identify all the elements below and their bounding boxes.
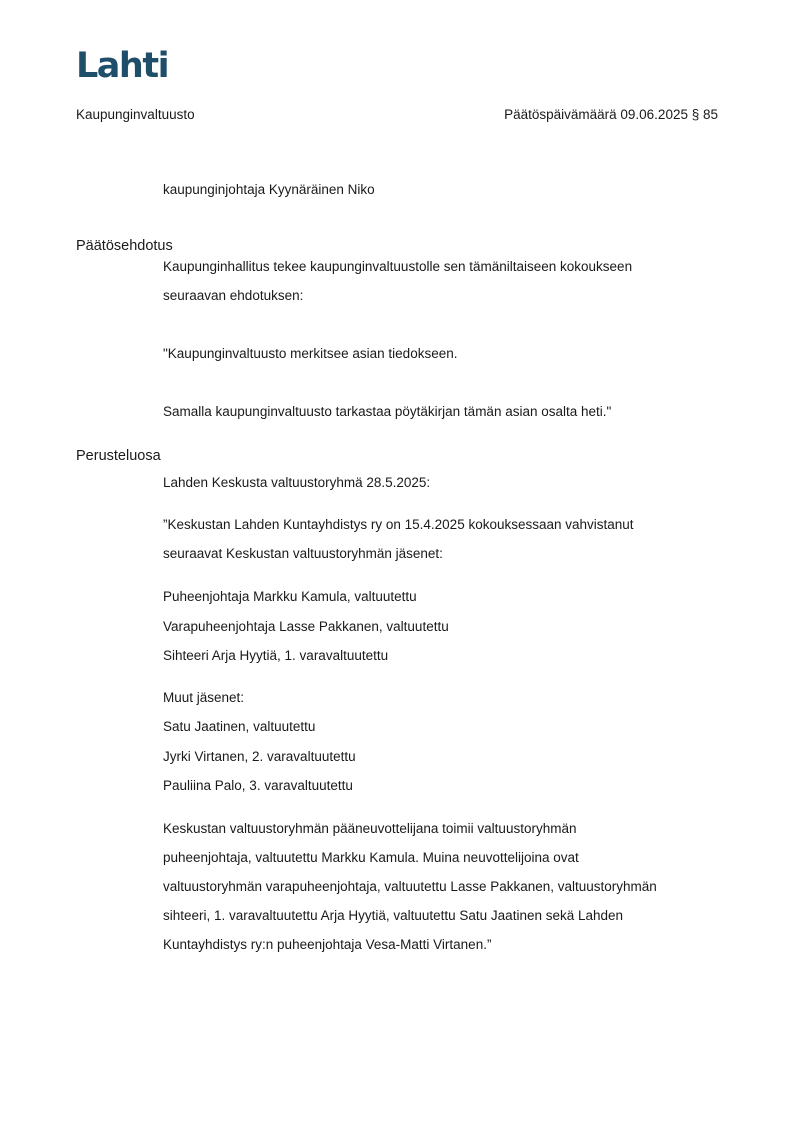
rationale-line: puheenjohtaja, valtuutettu Markku Kamula. Muina neuvottelijoina ovat: [163, 850, 579, 865]
rationale-line: Puheenjohtaja Markku Kamula, valtuutettu: [163, 589, 417, 604]
rationale-line: seuraavat Keskustan valtuustoryhmän jäsenet:: [163, 546, 443, 561]
rationale-line: Sihteeri Arja Hyytiä, 1. varavaltuutettu: [163, 648, 389, 663]
document-body-name: Kaupunginvaltuusto: [76, 107, 195, 122]
proposal-line: seuraavan ehdotuksen:: [163, 288, 304, 303]
rationale-line: sihteeri, 1. varavaltuutettu Arja Hyytiä, valtuutettu Satu Jaatinen sekä Lahden: [163, 908, 624, 923]
decision-date-reference: Päätöspäivämäärä 09.06.2025 § 85: [504, 107, 718, 122]
lahti-logo-icon: [76, 46, 168, 82]
proposal-line: Kaupunginhallitus tekee kaupunginvaltuustolle sen tämäniltaiseen kokoukseen: [163, 259, 633, 274]
proposal-line: Samalla kaupunginvaltuusto tarkastaa pöytäkirjan tämän asian osalta heti.": [163, 404, 612, 419]
rationale-line: Keskustan valtuustoryhmän pääneuvottelijana toimii valtuustoryhmän: [163, 821, 577, 836]
proposal-line: "Kaupunginvaltuusto merkitsee asian tiedokseen.: [163, 346, 458, 361]
rationale-line: ”Keskustan Lahden Kuntayhdistys ry on 15.4.2025 kokouksessaan vahvistanut: [163, 517, 634, 532]
rationale-line: Varapuheenjohtaja Lasse Pakkanen, valtuutettu: [163, 619, 449, 634]
rationale-line: Lahden Keskusta valtuustoryhmä 28.5.2025:: [163, 475, 431, 490]
proposal-heading: Päätösehdotus: [76, 238, 173, 254]
rationale-line: Jyrki Virtanen, 2. varavaltuutettu: [163, 749, 356, 764]
rationale-line: valtuustoryhmän varapuheenjohtaja, valtuutettu Lasse Pakkanen, valtuustoryhmän: [163, 879, 657, 894]
rationale-line: Muut jäsenet:: [163, 690, 245, 705]
rationale-line: Satu Jaatinen, valtuutettu: [163, 719, 316, 734]
svg-text:Lahti: Lahti: [76, 46, 168, 82]
rationale-line: Pauliina Palo, 3. varavaltuutettu: [163, 778, 353, 793]
rationale-heading: Perusteluosa: [76, 448, 161, 464]
rationale-line: Kuntayhdistys ry:n puheenjohtaja Vesa-Matti Virtanen.”: [163, 937, 492, 952]
lahti-logo: [76, 46, 168, 82]
presenter: kaupunginjohtaja Kyynäräinen Niko: [163, 182, 375, 197]
